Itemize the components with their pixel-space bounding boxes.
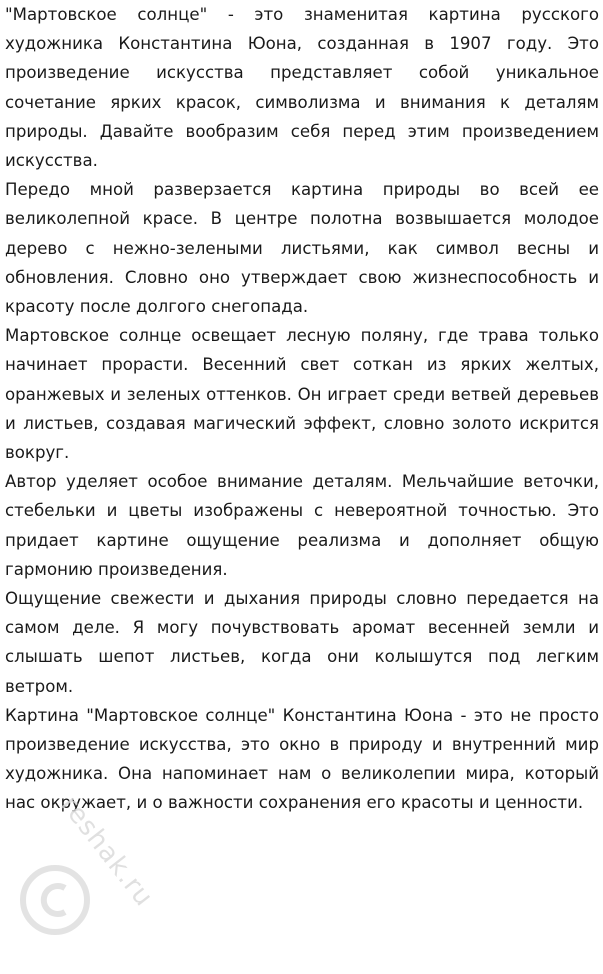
paragraph: Передо мной разверзается картина природы во всей ее великолепной красе. В центре полотна возвышается молодое дерево с нежно-зелеными листьями, как символ весны и обновления. Словно оно утверждает свою жизнеспособность и красоту после долгого снегопада. xyxy=(5,180,599,317)
paragraph: "Мартовское солнце" - это знаменитая картина русского художника Константина Юона, созданная в 1907 году. Это произведение искусства представляет собой уникальное сочетание ярких красок, символизма и внимания к деталям природы. Давайте вообразим себя перед этим произведением искусства. xyxy=(5,5,599,171)
paragraph: Ощущение свежести и дыхания природы словно передается на самом деле. Я могу почувствовать аромат весенней земли и слышать шепот листьев, когда они колышутся под легким ветром. xyxy=(5,589,599,696)
document-body xyxy=(5,0,599,818)
svg-text:reshak.ru: reshak.ru xyxy=(54,790,160,913)
paragraph: Картина "Мартовское солнце" Константина Юона - это не просто произведение искусства, это окно в природу и внутренний мир художника. Она напоминает нам о великолепии мира, который нас окружает, и о важности сохранения его красоты и ценности. xyxy=(5,705,599,813)
paragraph: Автор уделяет особое внимание деталям. Мельчайшие веточки, стебельки и цветы изображены с невероятной точностью. Это придает картине ощущение реализма и дополняет общую гармонию произведения. xyxy=(5,472,599,579)
paragraph: Мартовское солнце освещает лесную поляну, где трава только начинает прорасти. Весенний свет соткан из ярких желтых, оранжевых и зеленых оттенков. Он играет среди ветвей деревьев и листьев, создавая магический эффект, словно золото искрится вокруг. xyxy=(5,326,599,463)
